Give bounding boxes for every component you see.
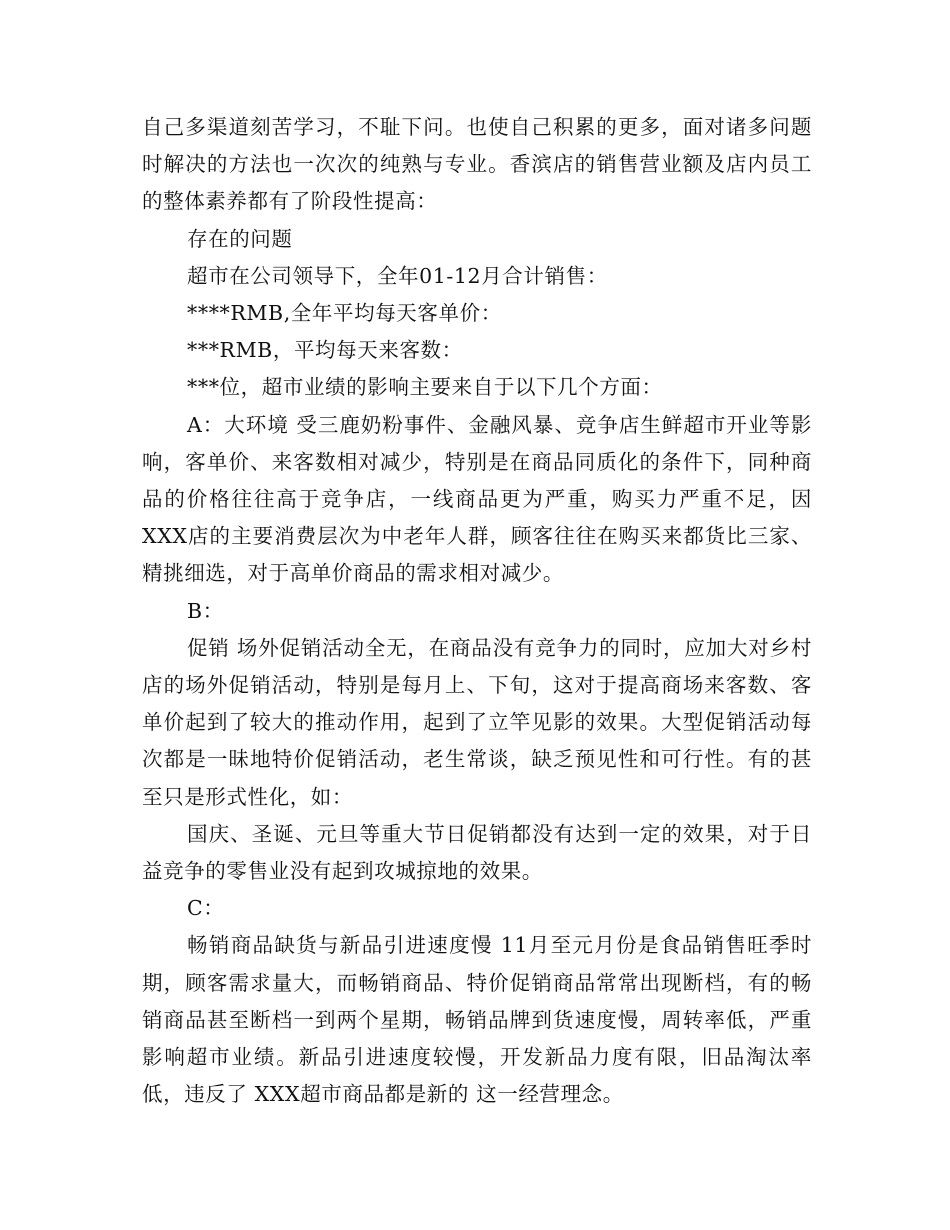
paragraph-point-b: 促销 场外促销活动全无，在商品没有竞争力的同时，应加大对乡村店的场外促销活动，特别是每月上、下旬，这对于提高商场来客数、客单价起到了较大的推动作用，起到了立竿见影的效果。大型促销活动每次都是一昧地特价促销活动，老生常谈，缺乏预见性和可行性。有的甚至只是形式性化，如：	[142, 635, 812, 809]
document-body	[142, 109, 812, 1113]
paragraph-annual-sales: 超市在公司领导下，全年01-12月合计销售：	[187, 263, 608, 288]
paragraph-factors: ***位，超市业绩的影响主要来自于以下几个方面：	[187, 375, 663, 400]
point-c-label: C：	[187, 896, 225, 921]
paragraph-point-a: A：大环境 受三鹿奶粉事件、金融风暴、竞争店生鲜超市开业等影响，客单价、来客数相对减少，特别是在商品同质化的条件下，同种商品的价格往往高于竞争店，一线商品更为严重，购买力严重不足，因XXX店的主要消费层次为中老年人群，顾客往往在购买来都货比三家、精挑细选，对于高单价商品的需求相对减少。	[142, 412, 812, 586]
paragraph-point-c: 畅销商品缺货与新品引进速度慢 11月至元月份是食品销售旺季时期，顾客需求量大，而畅销商品、特价促销商品常常出现断档，有的畅销商品甚至断档一到两个星期，畅销品牌到货速度慢，周转率低，严重影响超市业绩。新品引进速度较慢，开发新品力度有限，旧品淘汰率低，违反了 XXX超市商品都是新的 这一经营理念。	[142, 933, 812, 1107]
point-b-label: B：	[187, 598, 224, 623]
section-heading-problems: 存在的问题	[187, 226, 293, 251]
paragraph-avg-ticket: ****RMB,全年平均每天客单价：	[187, 301, 502, 326]
paragraph-holiday-promotions: 国庆、圣诞、元旦等重大节日促销都没有达到一定的效果，对于日益竞争的零售业没有起到攻城掠地的效果。	[142, 821, 812, 884]
paragraph-intro: 自己多渠道刻苦学习，不耻下问。也使自己积累的更多，面对诸多问题时解决的方法也一次次的纯熟与专业。香滨店的销售营业额及店内员工的整体素养都有了阶段性提高：	[142, 115, 812, 214]
paragraph-avg-customers: ***RMB，平均每天来客数：	[187, 338, 463, 363]
